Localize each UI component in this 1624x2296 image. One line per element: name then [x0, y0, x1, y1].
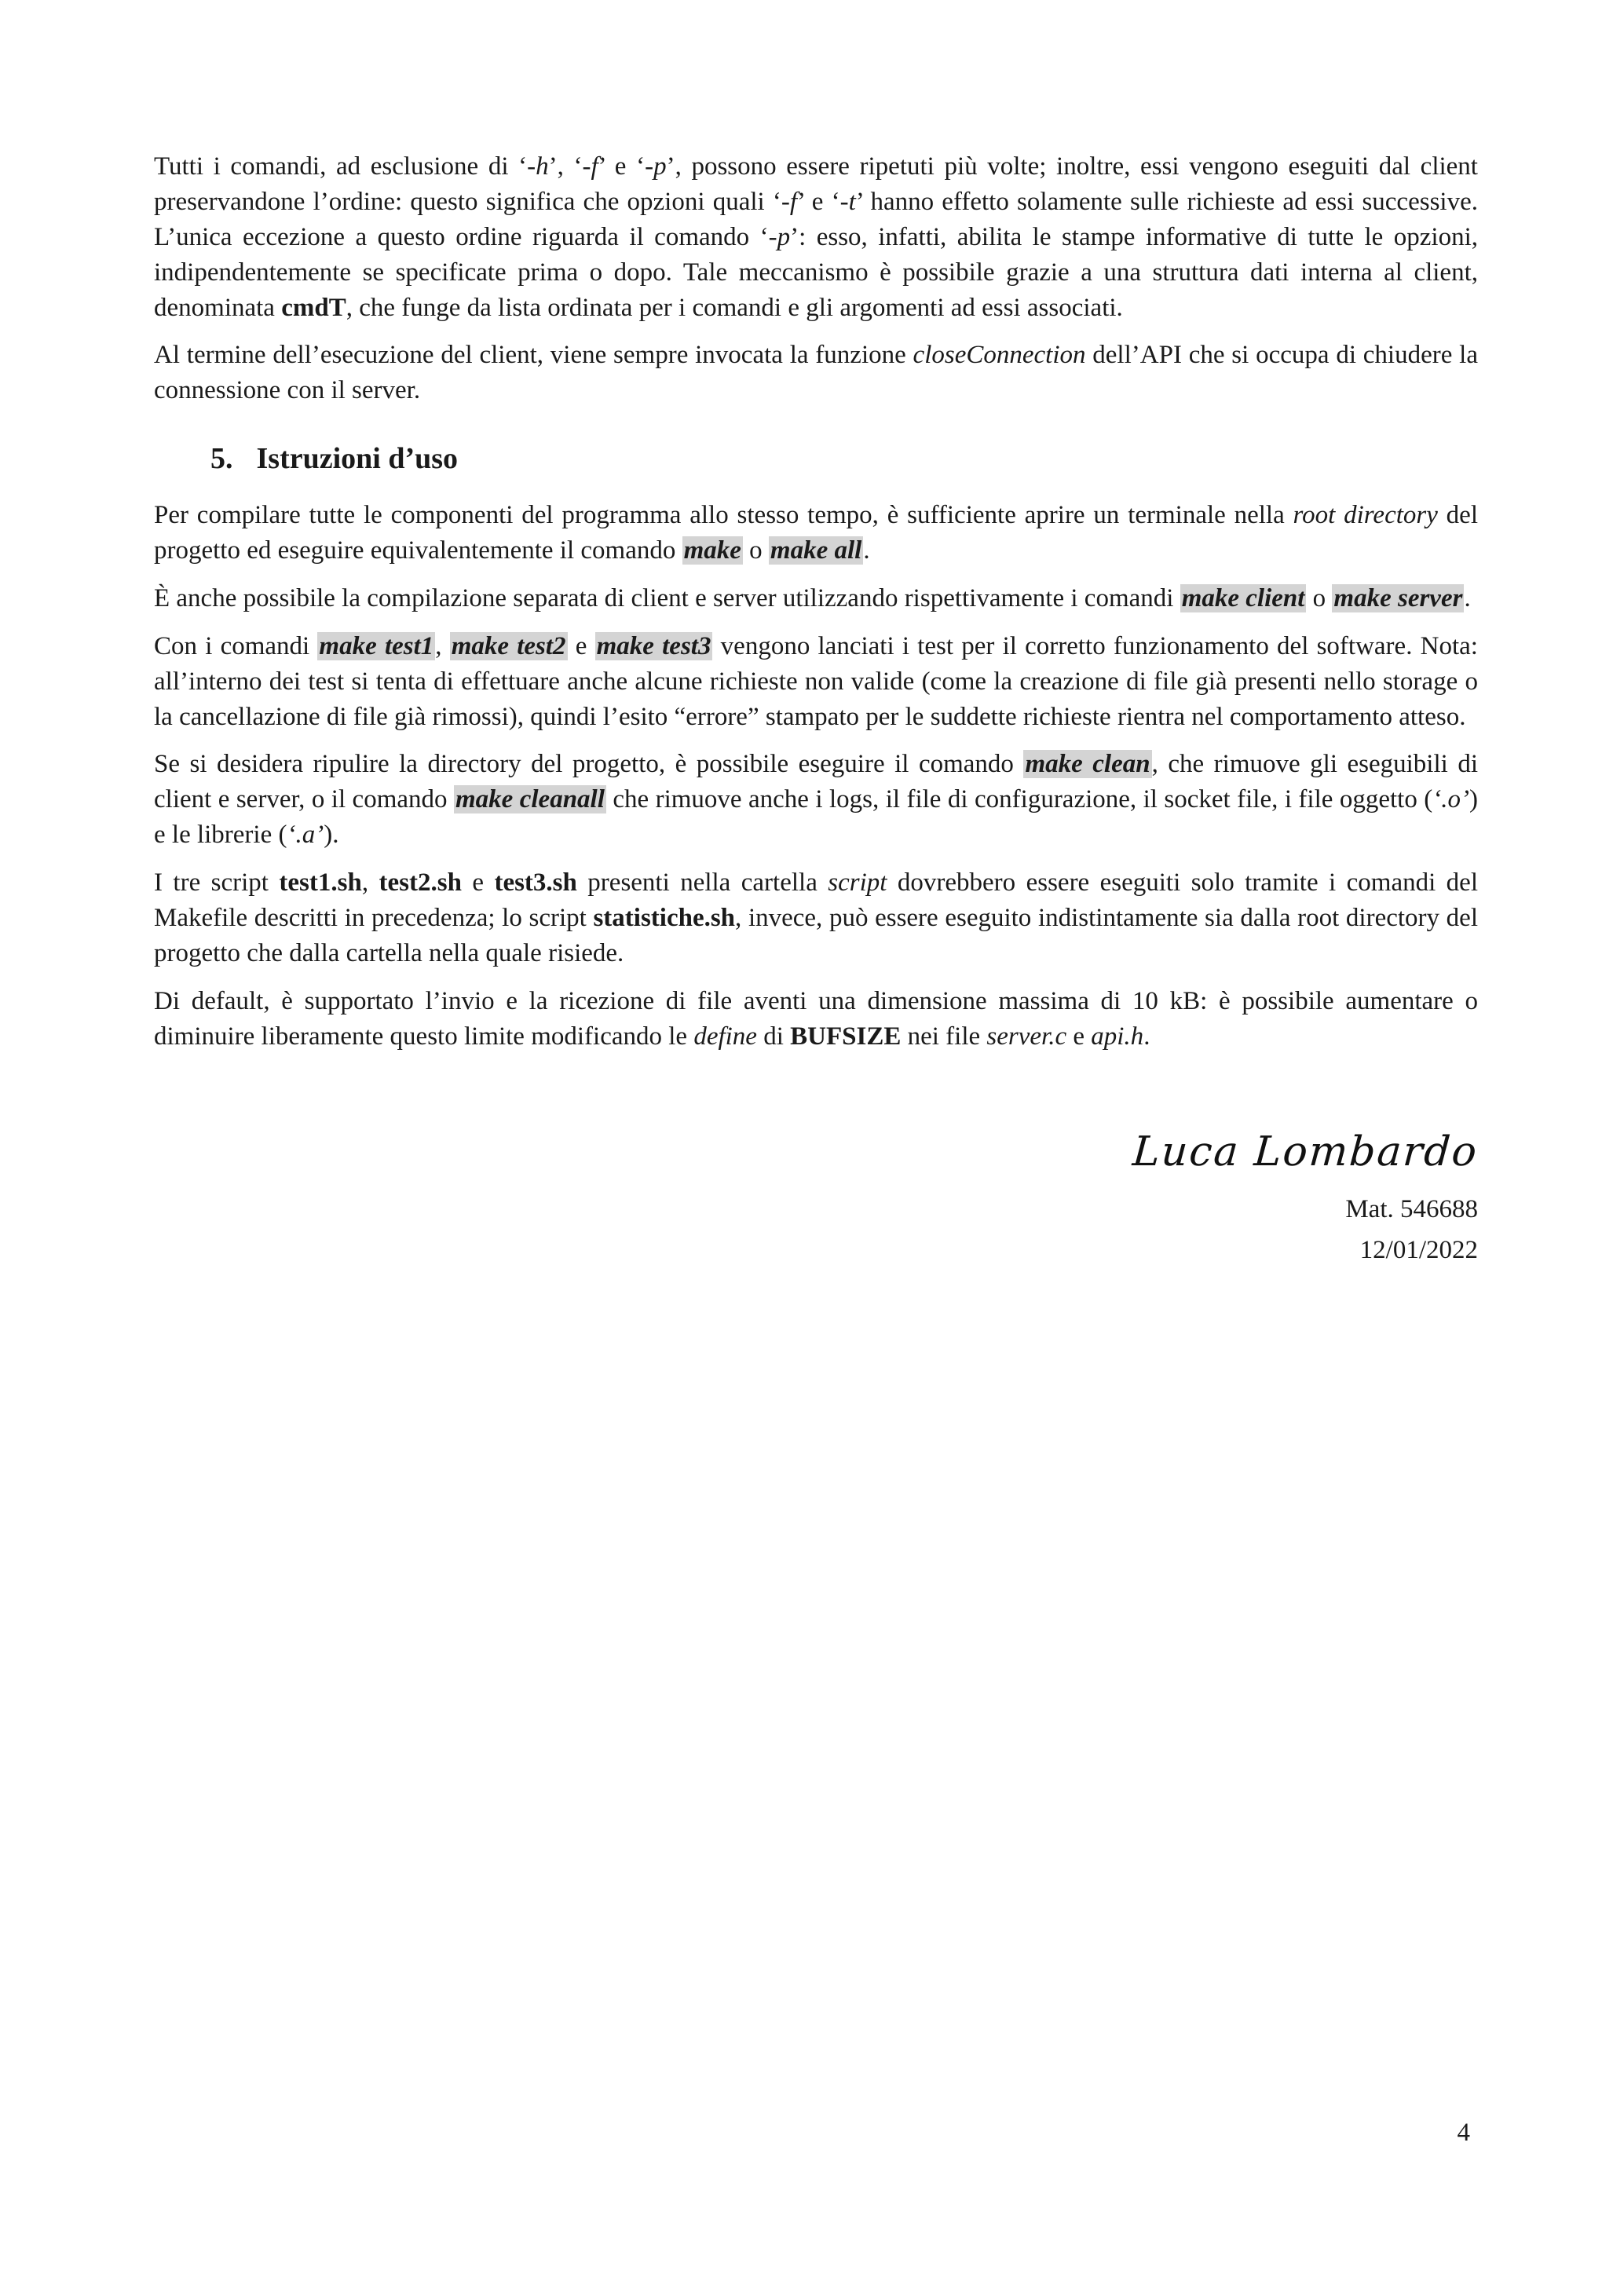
text-segment: Con i comandi — [154, 631, 318, 660]
text-segment: -f — [781, 187, 798, 216]
paragraph — [154, 149, 1478, 325]
text-segment: root directory — [1293, 501, 1438, 530]
command-highlight: make client — [1181, 583, 1305, 612]
text-segment: nei file — [901, 1022, 987, 1051]
text-segment: ’, ‘ — [548, 152, 583, 181]
text-segment: Tutti i comandi, ad esclusione di ‘ — [154, 152, 528, 181]
signature-matricola: Mat. 546688 — [1345, 1195, 1478, 1224]
heading-number: 5. — [210, 442, 233, 476]
text-segment: Se si desidera ripulire la directory del progetto, è possibile eseguire il comando — [154, 750, 1024, 779]
text-segment: . — [1143, 1022, 1150, 1051]
text-segment: , — [361, 868, 379, 897]
text-segment: server.c — [986, 1022, 1067, 1051]
text-segment: . — [863, 536, 870, 565]
signature-name: Luca Lombardo — [1131, 1128, 1480, 1176]
paragraph — [154, 865, 1478, 971]
text-segment: Per compilare tutte le componenti del programma allo stesso tempo, è sufficiente aprire un terminale nella — [154, 501, 1293, 530]
document-content — [154, 149, 1478, 1270]
paragraph — [154, 984, 1478, 1055]
text-segment: -h — [527, 152, 549, 181]
text-segment: È anche possibile la compilazione separata di client e server utilizzando rispettivamente i comandi — [154, 583, 1180, 612]
text-segment: Di default, è supportato l’invio e la ricezione di file aventi una dimensione massima di 10 kB: è possibile aumentare o diminuire liberamente questo limite modificando le — [154, 986, 1478, 1051]
text-segment: test2.sh — [379, 868, 462, 897]
command-highlight: make test1 — [319, 631, 434, 660]
text-segment: test1.sh — [279, 868, 362, 897]
text-segment: cmdT — [281, 293, 346, 322]
page-number: 4 — [1457, 2119, 1470, 2147]
text-segment: , che rimuove gli eseguibili di client e server, o il comando — [154, 750, 1478, 814]
text-segment: . — [1464, 583, 1471, 612]
text-segment: ’, possono essere ripetuti più volte; inoltre, essi vengono eseguiti dal client preservandone l’ordine: questo significa che opzioni quali ‘ — [154, 152, 1478, 216]
command-highlight: make — [683, 536, 741, 565]
document-blocks — [154, 149, 1478, 1054]
text-segment: del progetto ed eseguire equivalentemente il comando — [154, 501, 1478, 565]
text-segment: ) e le librerie ( — [154, 785, 1479, 850]
text-segment: o — [1306, 583, 1333, 612]
text-segment: statistiche.sh — [593, 903, 736, 932]
text-segment: ‘.a’ — [287, 821, 324, 850]
text-segment: presenti nella cartella — [576, 868, 828, 897]
text-segment: -p — [645, 152, 667, 181]
signature-date: 12/01/2022 — [1359, 1235, 1478, 1264]
text-segment: ’ hanno effetto solamente sulle richieste ad essi successive. L’unica eccezione a questo ordine riguarda il comando ‘ — [154, 187, 1478, 251]
section-heading — [154, 441, 1478, 476]
text-segment: di — [756, 1022, 791, 1051]
text-segment: script — [828, 868, 887, 897]
text-segment: define — [693, 1022, 757, 1051]
command-highlight: make test2 — [451, 631, 566, 660]
text-segment: vengono lanciati i test per il corretto funzionamento del software. Nota: all’interno dei test si tenta di effettuare anche alcune richieste non valide (come la creazione di file già presenti nello storage o la cancellazione di file già rimossi), quindi l’esito “errore” stampato per le suddette richieste rientra nel comportamento atteso. — [154, 631, 1478, 731]
command-highlight: make cleanall — [455, 785, 605, 814]
signature-block — [154, 1128, 1478, 1270]
text-segment: e — [1066, 1022, 1092, 1051]
text-segment: closeConnection — [913, 341, 1086, 370]
text-segment: api.h — [1091, 1022, 1144, 1051]
text-segment: e — [567, 631, 595, 660]
text-segment: o — [742, 536, 769, 565]
text-segment: ). — [324, 821, 339, 850]
paragraph — [154, 581, 1478, 616]
text-segment: ‘.o’ — [1432, 785, 1470, 814]
text-segment: BUFSIZE — [790, 1022, 902, 1051]
text-segment: ’: esso, infatti, abilita le stampe informative di tutte le opzioni, indipendentemente se specificate prima o dopo. Tale meccanismo è possibile grazie a una struttura dati interna al client, denominata — [154, 222, 1478, 322]
text-segment: -t — [839, 187, 856, 216]
paragraph — [154, 629, 1478, 735]
paragraph — [154, 747, 1478, 853]
text-segment: ’ e ‘ — [598, 152, 646, 181]
text-segment: ’ e ‘ — [797, 187, 840, 216]
text-segment: , che funge da lista ordinata per i comandi e gli argomenti ad essi associati. — [346, 293, 1123, 322]
text-segment: dell’API che si occupa di chiudere la connessione con il server. — [154, 341, 1478, 405]
text-segment: I tre script — [154, 868, 280, 897]
command-highlight: make test3 — [596, 631, 711, 660]
text-segment: , — [435, 631, 450, 660]
text-segment: -f — [582, 152, 598, 181]
command-highlight: make all — [770, 536, 862, 565]
text-segment: che rimuove anche i logs, il file di configurazione, il socket file, i file oggetto ( — [605, 785, 1433, 814]
text-segment: dovrebbero essere eseguiti solo tramite i comandi del Makefile descritti in precedenza; lo script — [154, 868, 1479, 932]
command-highlight: make server — [1333, 583, 1463, 612]
text-segment: Al termine dell’esecuzione del client, viene sempre invocata la funzione — [154, 341, 913, 370]
paragraph — [154, 338, 1478, 408]
command-highlight: make clean — [1025, 750, 1150, 779]
text-segment: test3.sh — [494, 868, 577, 897]
text-segment: , invece, può essere eseguito indistintamente sia dalla root directory del progetto che dalla cartella nella quale risiede. — [154, 903, 1478, 967]
paragraph — [154, 498, 1478, 569]
text-segment: e — [461, 868, 495, 897]
heading-text: Istruzioni d’uso — [256, 442, 459, 476]
text-segment: -p — [768, 222, 791, 251]
